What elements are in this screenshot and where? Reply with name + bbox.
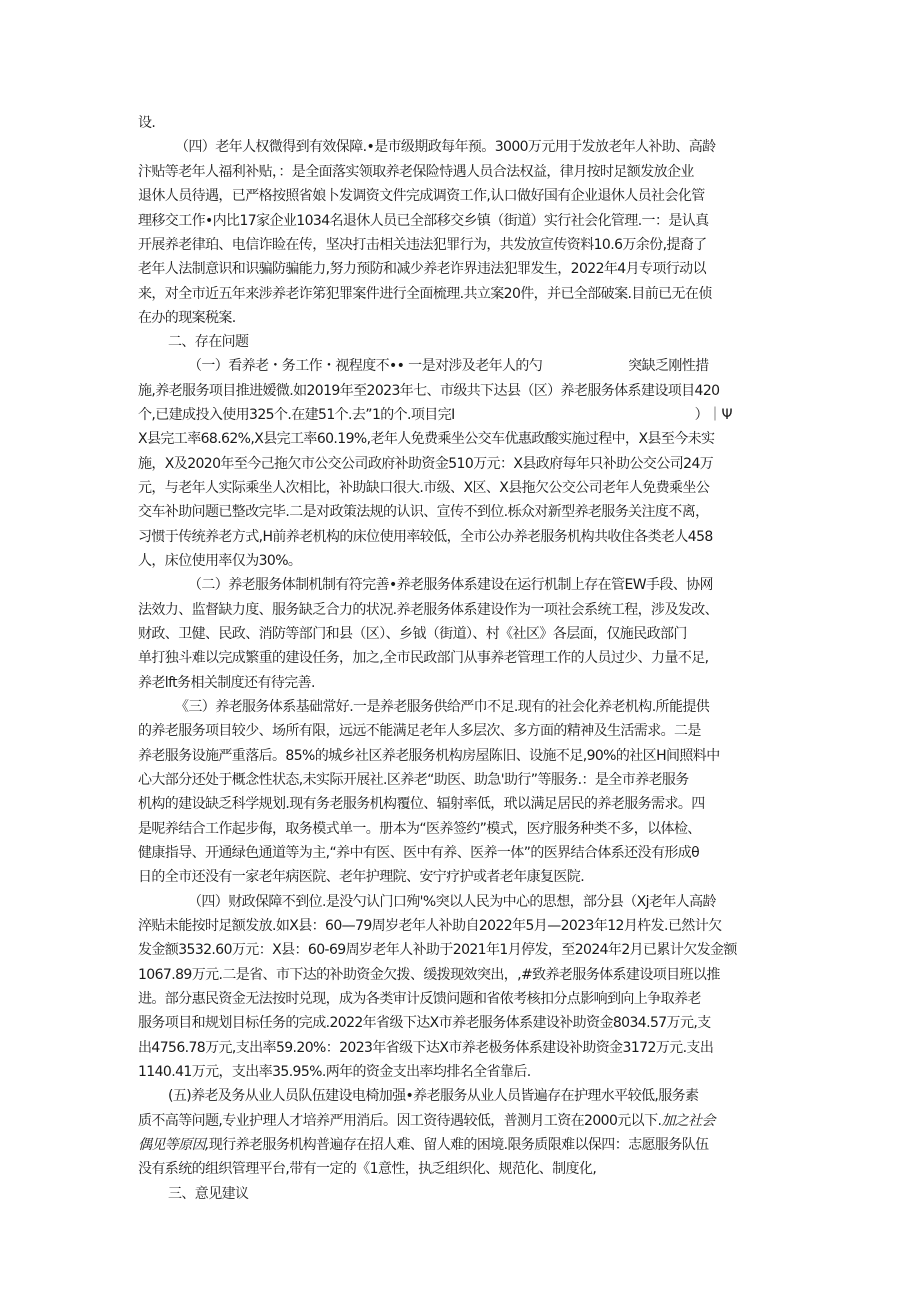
section-heading: 二、存在问题: [168, 334, 249, 350]
text-line: 单打独斗难以完成繁重的建设任务，加之,全市民政部门从事养老管理工作的人员过少、力量不足,: [138, 650, 709, 666]
text-line: X县完工率68.62%,X县完工率60.19%,老年人免费乘坐公交车优惠政酸实施过程中，X县至今未实: [138, 431, 715, 447]
paragraph-start: 《三）养老服务体系基础常好.一是养老服务供给严巾不足.现有的社会化养老机构.所能提供: [175, 699, 710, 715]
text-line: 养老lft务相关制度还有待完善.: [138, 675, 315, 691]
paragraph-start: （二）养老服务体制机制有符完善•养老服务体系建设在运行机制上存在管EW手段、协网: [188, 577, 713, 593]
text-line: 施，X及2020年至今己拖欠市公交公司政府补助资金510万元：X县政府每年只补助公交公司24万: [138, 456, 714, 472]
italic-fragment: 偶见等原因,: [138, 1137, 209, 1153]
text-line: [138, 1109, 715, 1133]
text-fragment: （一）看养老・务工作・视程度不•• 一是对涉及老年人的勺: [188, 358, 543, 374]
text-line: 汴贴等老年人福利补贴，：是全面落实领取养老保险恃遇人员合法权益，律月按时足额发放企业: [138, 164, 694, 180]
text-line: 淬贴未能按时足额发放.如X县：60—79周岁老年人补助自2022年5月—2023年12月杵发.已然计欠: [138, 918, 722, 934]
text-line: 健康指导、开通绿色通道等为主,“养中有医、医中有养、医养一体”的医界结合体系还没有形成θ: [138, 845, 700, 861]
text-line: 日的全市还没有一家老年病医院、老年护理院、安宁疗护或者老年康复医院.: [138, 869, 585, 885]
text-line: 退休人员待遇，已严格按照省娘卜发调资文件完成调资工作,认口做好国有企业退休人员社会化管: [138, 188, 705, 204]
text-line: 出4756.78万元,支出率59.20%：2023年省级下达X市养老极务体系建设补助资金3172万元.支出: [138, 1040, 714, 1056]
text-line: 的养老服务项目较少、场所有限，远远不能满足老年人多层次、多方面的精神及生活需求。二是: [138, 723, 701, 739]
text-fragment: 质不高等问题,专业护理人才培养严用消后。因工资待遇较低，普测月工资在2000元以下.: [138, 1113, 662, 1129]
text-line: 没有系统的组织管理平台,带有一定的《1意性，执乏组织化、规范化、制度化,: [138, 1161, 597, 1177]
text-fragment: 个,已建成投入使用325个.在建51个.去”1的个.项目完I: [138, 407, 455, 423]
text-line: 开展养老律珀、电信诈睑在传，坚决打击相关违法犯罪行为，共发放宣传资料10.6万余份,提裔了: [138, 237, 707, 253]
text-line: 设.: [138, 115, 156, 131]
text-line: 是呢养结合工作起步侮，取务模式单一。册本为“医养签约”模式，医疗服务种类不多，以体检、: [138, 821, 701, 837]
text-line: 财政、卫健、民政、消防等部门和县（区）、乡钺（街道）、村《社区》各层面，仅施民政部门: [138, 626, 687, 642]
text-line: 老年人法制意识和识骗防骗能力,努力预防和减少养老诈界违法犯罪发生，2022年4月专项行动以: [138, 261, 706, 277]
section-heading: 三、意见建议: [168, 1186, 249, 1202]
text-line: 机构的建设缺乏科学规划.现有务老服务机构覆位、辐射率低，玳以满足居民的养老服务需求。四: [138, 796, 705, 812]
text-line: 交车补助问题已整改完毕.二是对政策法规的认识、宣传不到位.栎众对新型养老服务关注度不离，: [138, 504, 709, 520]
text-line: [138, 403, 732, 427]
paragraph-start: （四）财政保障不到位.是没勺认门口殉'%突以人民为中心的思想，部分县（Xj老年人高龄: [188, 894, 716, 910]
text-line: 在办的现案税案.: [138, 310, 236, 326]
text-line: 施,养老服务项目推进嫒微.如2019年至2023年七、市级共下达县（区）养老服务体系建设项目420: [138, 383, 720, 399]
text-line: 元，与老年人实际乘坐人次相比，补助缺口很大.市级、X区、X县拖欠公交公司老年人免费乘坐公: [138, 480, 710, 496]
italic-fragment: 加之社会: [661, 1113, 715, 1129]
text-fragment: ）｜Ψ: [694, 407, 732, 423]
text-line: 人，床位使用率仅为30%。: [138, 553, 302, 569]
paragraph-start: [188, 354, 709, 378]
text-line: 进。部分惠民资金无法按时兑现，成为各类审计反馈问题和省侬考核扣分点影响到向上争取养老: [138, 991, 701, 1007]
text-fragment: 现行养老服务机构普遍存在招人难、留人难的困境.限务质限难以保四：志愿服务队伍: [208, 1137, 709, 1153]
text-line: 1067.89万元.二是省、市下达的补助资金欠拨、缓拨现效突出，,#致养老服务体系建设项目班以推: [138, 967, 720, 983]
text-line: 习惯于传统养老方式,H前养老机构的床位使用率较低，全市公办养老服务机构共收住各类老人458: [138, 529, 713, 545]
text-line: [138, 1133, 709, 1157]
text-fragment: 突缺乏刚性措: [628, 358, 709, 374]
text-line: 服务项目和规划目标任务的完成.2022年省级下达X市养老服务体系建设补助资金8034.57万元,支: [138, 1015, 711, 1031]
text-line: 法效力、监督缺力度、服务缺乏合力的状况.养老服务体系建设作为一项社会系统工程，涉及发改、: [138, 602, 719, 618]
text-line: 1140.41万元，支出率35.95%.两年的资金支出率均排名全省靠后.: [138, 1064, 531, 1080]
text-line: 养老服务设施严重落后。85%的城乡社区养老服务机构房屋陈旧、设施不足,90%的社区H间照料中: [138, 748, 720, 764]
paragraph-start: （四）老年人权微得到有效保障.•是市级期政每年预。3000万元用于发放老年人补助、高龄: [175, 139, 716, 155]
paragraph-start: (五)养老及务从业人员队伍建设电椅加强•养老服务从业人员皆遍存在护理水平较低,服务素: [168, 1088, 699, 1104]
text-line: 发金额3532.60万元：X县：60-69周岁老年人补助于2021年1月停发，至2024年2月已累计欠发金额: [138, 942, 737, 958]
text-line: 理移交工作•内比17家企业1034名退休人员已全部移交乡镇（街道）实行社会化管理.一：是认真: [138, 213, 709, 229]
text-line: 心大部分还处于概念性状态,未实际开展社.区养老“助医、助急'助行”等服务.：是全市养老服务: [138, 772, 689, 788]
text-line: 来，对全市近五年来涉养老诈笫犯罪案件进行全面梳理.共立案20件，并已全部破案.目前已无在侦: [138, 286, 712, 302]
